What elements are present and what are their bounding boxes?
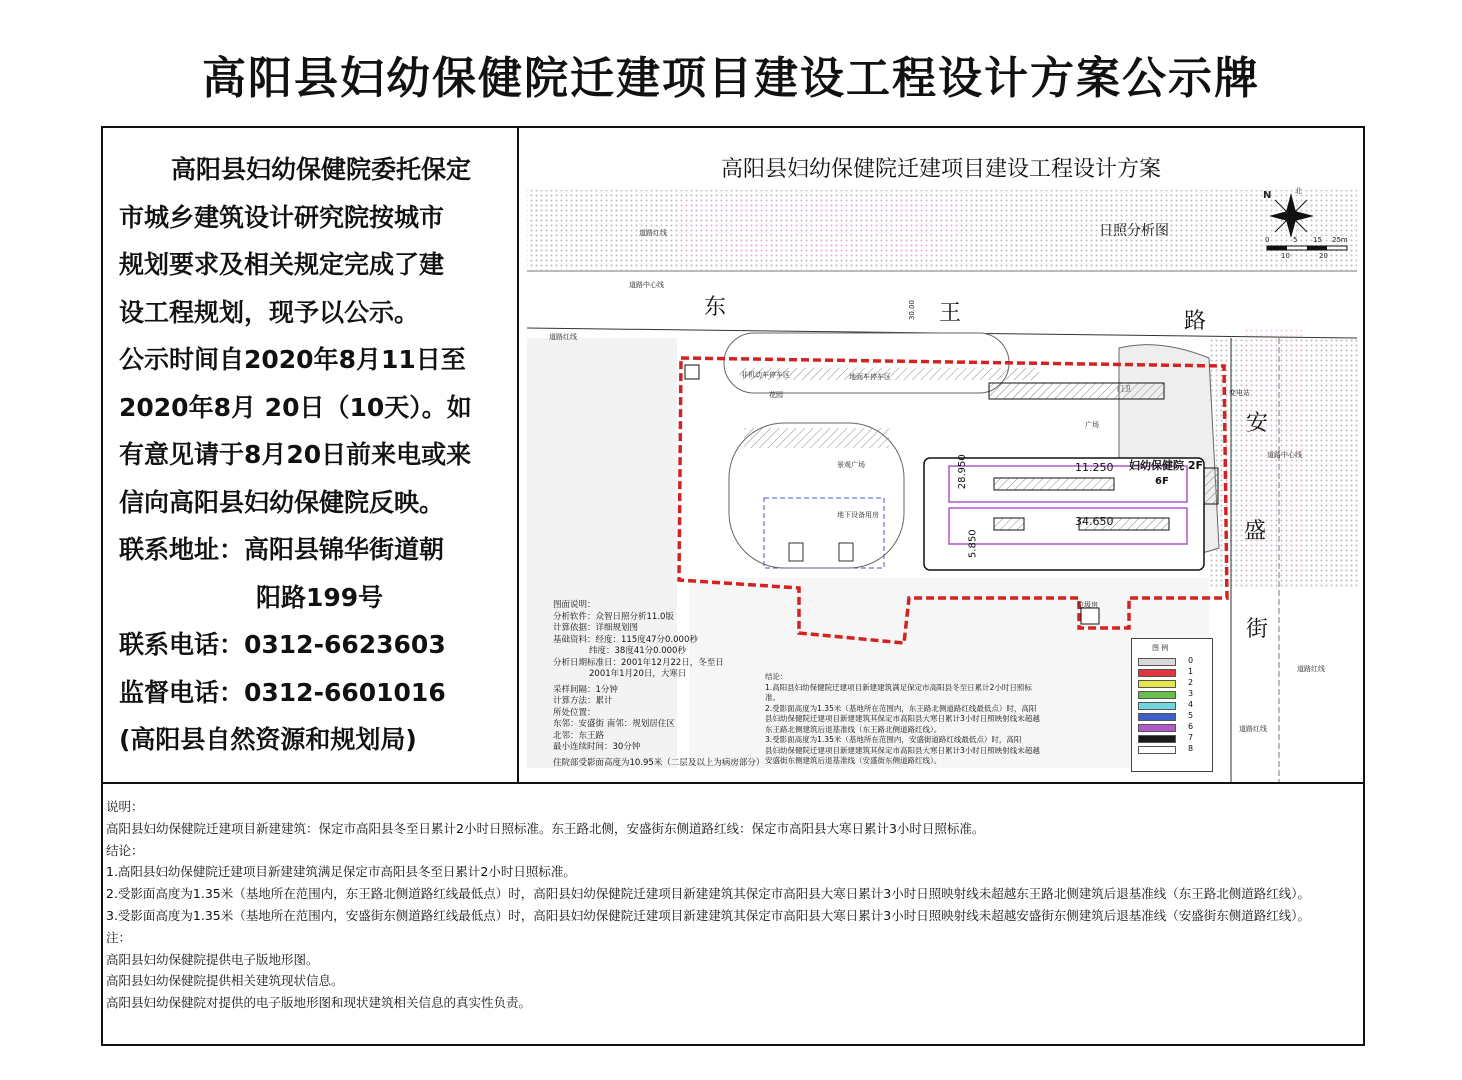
announcement-line: 有意见请于8月20日前来电或来	[119, 440, 472, 469]
notes-line: 高阳县妇幼保健院提供电子版地形图。	[106, 951, 319, 967]
road-name-char: 街	[1246, 617, 1269, 642]
notes-line: 3.受影面高度为1.35米（基地所在范围内，安盛街东侧道路红线最低点）时，高阳县妇幼保健院迁建项目新建建筑其保定市高阳县大寒日累计3小时日照映射线未超越安盛街东侧建筑后退基准线（安盛街东侧道路红线）。	[106, 907, 1310, 923]
toilet-label: 垃圾房	[1077, 601, 1098, 609]
legend-row: 0	[1138, 657, 1208, 666]
scale-label: 15	[1313, 236, 1322, 244]
garden-parking	[744, 428, 889, 448]
road-line-label: 道路红线	[549, 333, 577, 341]
legend-row: 4	[1138, 701, 1208, 710]
map-subtitle: 日照分析图	[1099, 223, 1169, 239]
plaza-label: 广场	[1085, 421, 1099, 429]
notes-line: 高阳县妇幼保健院对提供的电子版地形图和现状建筑相关信息的真实性负责。	[106, 995, 532, 1011]
announcement-line: 2020年8月 20日（10天）。如	[119, 392, 472, 422]
legend-swatch	[1138, 713, 1176, 721]
legend-row: 7	[1138, 734, 1208, 743]
road-name-char: 王	[939, 301, 962, 326]
announcement-line: 高阳县妇幼保健院委托保定	[171, 155, 472, 184]
legend-swatch	[1138, 691, 1176, 699]
contact-phone: 联系电话：0312-6623603	[119, 630, 446, 659]
elevation-label: 28.950	[956, 454, 968, 490]
parking2-label: 非机动车停车区	[741, 371, 790, 379]
garage-label: 地下设备用房	[837, 511, 879, 519]
legend-row: 3	[1138, 690, 1208, 699]
announcement-line: 设工程规划，现予以公示。	[119, 297, 420, 327]
road-name-char: 安	[1246, 411, 1269, 436]
flowers-label: 花园	[769, 391, 783, 399]
north-label: N	[1263, 190, 1272, 201]
legend-row: 8	[1138, 745, 1208, 754]
stair-icon	[789, 543, 803, 561]
legend-swatch	[1138, 658, 1176, 666]
announcement-line: 公示时间自2020年8月11日至	[119, 345, 466, 374]
dimension-label: 30.00	[908, 299, 917, 321]
legend	[1131, 638, 1213, 772]
notes-line: 高阳县妇幼保健院提供相关建筑现状信息。	[106, 973, 344, 989]
announcement-text	[119, 146, 503, 764]
legend-swatch	[1138, 680, 1176, 688]
scale-bar	[1267, 246, 1347, 250]
hospital-label: 妇幼保健院 2F	[1129, 459, 1203, 472]
scale-label: 10	[1281, 252, 1290, 260]
stair-icon	[839, 543, 853, 561]
road-line-label: 道路红线	[1239, 725, 1267, 733]
legend-swatch	[1138, 735, 1176, 743]
road-line-label: 道路中心线	[629, 281, 664, 289]
legend-row: 6	[1138, 723, 1208, 732]
legend-swatch	[1138, 669, 1176, 677]
toilet-box	[1081, 608, 1099, 624]
legend-swatch	[1138, 746, 1176, 754]
gate-building	[989, 383, 1164, 399]
parking-label: 地面车停车区	[849, 373, 891, 381]
legend-title: 图 例	[1152, 644, 1169, 652]
announcement-line: 规划要求及相关规定完成了建	[119, 250, 445, 279]
ward-rooms	[994, 518, 1024, 530]
stair-block	[1204, 468, 1218, 504]
road-name-char: 盛	[1244, 519, 1267, 544]
notes-heading: 说明：	[106, 799, 144, 814]
notes-heading: 注：	[106, 929, 132, 945]
supervision-phone: 监督电话：0312-6601016	[119, 677, 446, 707]
elevation-label: 11.250	[1075, 461, 1114, 474]
floors-label: 6F	[1155, 476, 1169, 487]
road-name-char: 路	[1184, 309, 1207, 334]
site-plan-panel	[519, 128, 1363, 782]
north-cn-label: 北	[1295, 187, 1302, 195]
notes-line: 高阳县妇幼保健院迁建项目新建建筑：保定市高阳县冬至日累计2小时日照标准。东王路北侧，安盛街东侧道路红线：保定市高阳县大寒日累计3小时日照标准。	[106, 820, 985, 836]
announcement-line: 信向高阳县妇幼保健院反映。	[119, 487, 445, 517]
announcement-panel	[103, 128, 519, 782]
road-line-label: 道路中心线	[1267, 451, 1302, 459]
scale-label: 20	[1319, 252, 1328, 260]
scale-label: 5	[1293, 236, 1298, 244]
figure-notes: 图面说明： 分析软件：众智日照分析11.0版 计算依据：详细规划图 基础资料：经度：115度47分0.000秒 纬度：38度41分0.000秒 分析日期标准日：2001年12月22日，冬至日 2001年1月20日，大寒日 采样间隔：1分钟 计算方法：累计 所处位置： 东邻：安盛街 南邻：规划居住区 北邻：东王路 最小连续时间：30分钟 住院部受影面高度为10.95米（二层及以上为病房部分）	[553, 600, 765, 768]
elevation-label: 5.850	[967, 529, 979, 559]
issuing-authority: (高阳县自然资源和规划局)	[119, 725, 417, 754]
scale-label: 25m	[1332, 236, 1348, 244]
notes-heading: 结论：	[106, 842, 144, 858]
road-line-label: 道路红线	[1297, 665, 1325, 673]
elevation-label: 34.650	[1075, 515, 1114, 528]
square-label: 景观广场	[837, 461, 865, 469]
road-line-label: 道路红线	[639, 229, 667, 237]
road-name-char: 东	[704, 295, 727, 320]
north-parking-strip	[724, 333, 1009, 393]
shadow-area-pink	[679, 198, 959, 258]
announcement-line: 市城乡建筑设计研究院按城市	[119, 202, 445, 232]
substation-label: 变电站	[1229, 389, 1250, 397]
ward-rooms	[994, 478, 1114, 490]
notes-line: 1.高阳县妇幼保健院迁建项目新建建筑满足保定市高阳县冬至日累计2小时日照标准。	[106, 864, 576, 880]
explanation-notes	[103, 782, 1363, 1044]
contact-address: 联系地址：高阳县锦华街道朝	[119, 535, 445, 564]
legend-swatch	[1138, 724, 1176, 732]
map-conclusions: 结论： 1.高阳县妇幼保健院迁建项目新建建筑满足保定市高阳县冬至日累计2小时日照标 准。 2.受影面高度为1.35米（基地所在范围内，东王路北侧道路红线最低点）时，高阳 县妇幼保健院迁建项目新建建筑其保定市高阳县大寒日累计3小时日照映射线未超越 东王路北侧建筑后退基准线（东王路北侧道路红线）。 3.受影面高度为1.35米（基地所在范围内，安盛街道路红线最低点）时，高阳 县妇幼保健院迁建项目新建建筑其保定市高阳县大寒日累计3小时日照映射线未超越 安盛街东侧建筑后退基准线（安盛街东侧道路红线）。	[765, 672, 1040, 765]
scale-label: 0	[1265, 236, 1270, 244]
legend-row: 1	[1138, 668, 1208, 677]
notice-board-frame	[101, 126, 1365, 1046]
guard-box	[685, 365, 699, 379]
legend-row: 5	[1138, 712, 1208, 721]
notes-line: 2.受影面高度为1.35米（基地所在范围内，东王路北侧道路红线最低点）时，高阳县妇幼保健院迁建项目新建建筑其保定市高阳县大寒日累计3小时日照映射线未超越东王路北侧建筑后退基准线（东王路北侧道路红线）。	[106, 886, 1310, 902]
legend-row: 2	[1138, 679, 1208, 688]
contact-address-cont: 阳路199号	[256, 582, 384, 612]
map-title: 高阳县妇幼保健院迁建项目建设工程设计方案	[720, 157, 1161, 182]
legend-swatch	[1138, 702, 1176, 710]
gate-label: 门卫	[1117, 385, 1131, 393]
page-title: 高阳县妇幼保健院迁建项目建设工程设计方案公示牌	[202, 53, 1260, 104]
